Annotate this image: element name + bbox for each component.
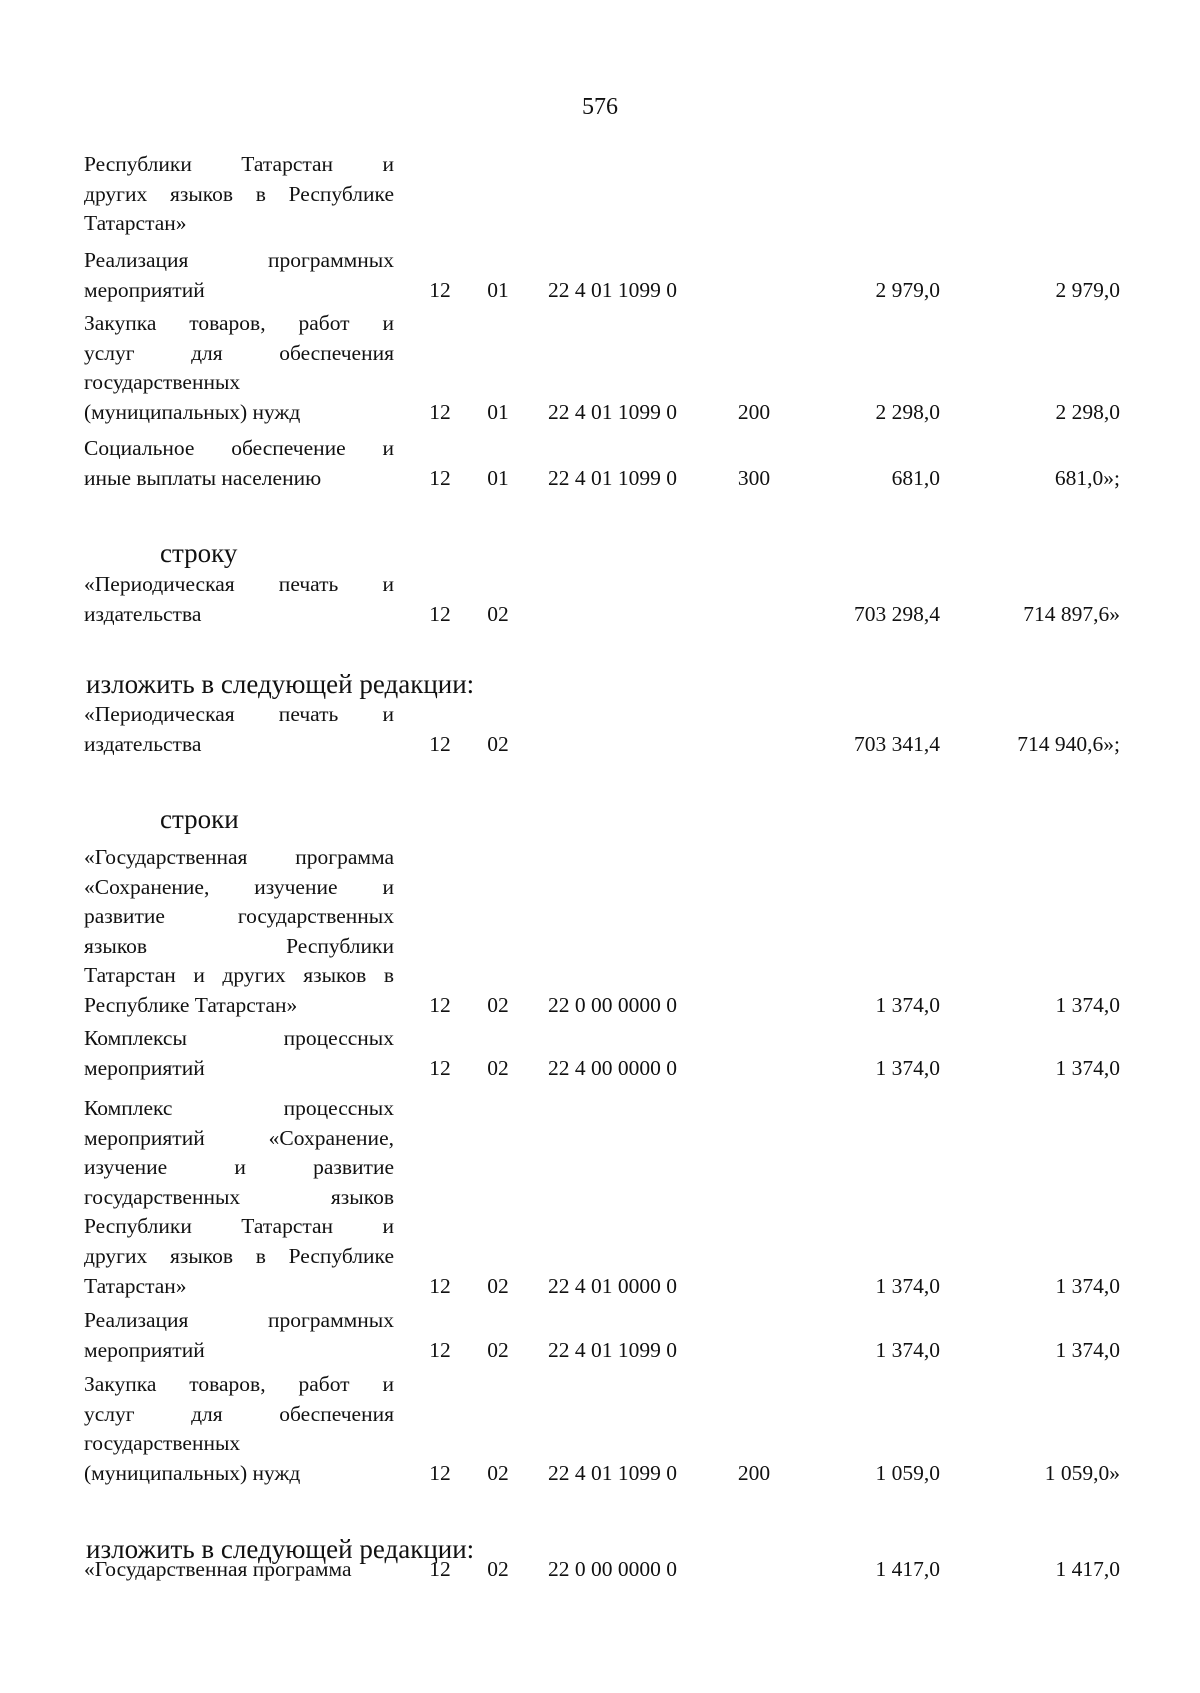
row-name — [84, 1094, 394, 1301]
row-name-line: издательства — [84, 601, 202, 626]
amount-year-2: 1 374,0 — [1055, 993, 1120, 1017]
expense-type-code: 200 — [737, 399, 771, 424]
amount-year-1: 1 374,0 — [875, 1273, 940, 1298]
row-name-line: (муниципальных) нужд — [84, 399, 301, 424]
row-name-line: Комплекс процессных — [84, 1096, 394, 1120]
row-name-line: Закупка товаров, работ и — [84, 1372, 394, 1396]
subsection-code: 02 — [487, 1055, 509, 1080]
row-name — [84, 309, 394, 427]
subsection-code: 01 — [487, 399, 509, 424]
row-name-line: Социальное обеспечение и — [84, 436, 394, 460]
row-name-line: мероприятий «Сохранение, — [84, 1125, 394, 1150]
row-name-line: Республики Татарстан и — [84, 152, 394, 176]
amount-year-1: 703 341,4 — [854, 731, 940, 756]
row-name-line: других языков в Республике — [84, 181, 394, 206]
target-article-code: 22 0 00 0000 0 — [548, 993, 677, 1017]
row-name — [84, 1024, 394, 1083]
amount-year-2: 714 897,6» — [1023, 601, 1120, 626]
row-name — [84, 246, 394, 305]
row-name-line: «Периодическая печать и — [84, 702, 394, 726]
row-name — [84, 1370, 394, 1488]
row-name-line: (муниципальных) нужд — [84, 1460, 301, 1485]
row-name-line: издательства — [84, 731, 202, 756]
subsection-code: 02 — [487, 731, 509, 756]
amount-year-2: 1 374,0 — [1055, 1055, 1120, 1080]
target-article-code: 22 4 00 0000 0 — [548, 1055, 677, 1080]
row-name — [84, 1555, 394, 1585]
row-name-line: Республике Татарстан» — [84, 992, 298, 1017]
section-code: 12 — [429, 465, 451, 490]
page-number: 576 — [582, 94, 618, 120]
row-name-line: развитие государственных — [84, 904, 394, 929]
amount-year-2: 2 298,0 — [1055, 399, 1120, 424]
row-name — [84, 1306, 394, 1365]
subsection-code: 02 — [487, 1557, 509, 1581]
amount-year-1: 2 298,0 — [875, 399, 940, 424]
section-word-stroki: строки — [160, 804, 239, 834]
amount-year-2: 714 940,6»; — [1017, 731, 1120, 756]
row-name-line: мероприятий — [84, 1337, 205, 1362]
row-name-line: Закупка товаров, работ и — [84, 311, 394, 335]
row-name-line: мероприятий — [84, 277, 205, 302]
section-code: 12 — [429, 993, 451, 1017]
row-name-line: государственных языков — [84, 1184, 394, 1209]
target-article-code: 22 4 01 1099 0 — [548, 1337, 677, 1362]
amount-year-2: 1 374,0 — [1055, 1337, 1120, 1362]
expense-type-code: 300 — [737, 465, 771, 490]
section-word-stroku: строку — [160, 538, 238, 568]
subsection-code: 02 — [487, 993, 509, 1017]
expense-type-code: 200 — [737, 1460, 771, 1485]
section-code: 12 — [429, 601, 451, 626]
amount-year-1: 1 374,0 — [875, 1055, 940, 1080]
section-code: 12 — [429, 1557, 451, 1581]
amount-year-1: 1 374,0 — [875, 993, 940, 1017]
row-name-line: Татарстан и других языков в — [84, 963, 394, 988]
target-article-code: 22 4 01 1099 0 — [548, 399, 677, 424]
row-name-line: мероприятий — [84, 1055, 205, 1080]
section-code: 12 — [429, 731, 451, 756]
subsection-code: 02 — [487, 601, 509, 626]
row-name-line: Реализация программных — [84, 248, 394, 272]
target-article-code: 22 4 01 1099 0 — [548, 1460, 677, 1485]
subsection-code: 01 — [487, 465, 509, 490]
section-code: 12 — [429, 1273, 451, 1298]
row-name-line: «Периодическая печать и — [84, 572, 394, 596]
row-name-line: Республики Татарстан и — [84, 1214, 394, 1239]
row-name-line: Комплексы процессных — [84, 1026, 394, 1050]
row-name — [84, 843, 394, 1021]
row-name-line: языков Республики — [84, 933, 394, 958]
row-name-line: «Сохранение, изучение и — [84, 874, 394, 899]
subsection-code: 02 — [487, 1460, 509, 1485]
row-name-line: иные выплаты населению — [84, 465, 322, 490]
row-name — [84, 570, 394, 629]
row-name-line: Татарстан» — [84, 211, 187, 236]
target-article-code: 22 4 01 1099 0 — [548, 465, 677, 490]
row-name-line: Татарстан» — [84, 1273, 187, 1298]
row-name — [84, 434, 394, 493]
section-code: 12 — [429, 1460, 451, 1485]
amount-year-2: 1 417,0 — [1055, 1557, 1120, 1581]
amount-year-1: 703 298,4 — [854, 601, 940, 626]
row-name-line: услуг для обеспечения — [84, 1401, 394, 1426]
section-code: 12 — [429, 399, 451, 424]
amount-year-1: 1 059,0 — [875, 1460, 940, 1485]
row-name — [84, 150, 394, 239]
row-name-line: «Государственная программа — [84, 1557, 352, 1581]
target-article-code: 22 4 01 0000 0 — [548, 1273, 677, 1298]
target-article-code: 22 0 00 0000 0 — [548, 1557, 677, 1581]
row-name-line: услуг для обеспечения — [84, 340, 394, 365]
section-word-izlozhit-2: изложить в следующей редакции: — [86, 1534, 475, 1564]
amount-year-1: 1 417,0 — [875, 1557, 940, 1581]
amount-year-2: 1 059,0» — [1044, 1460, 1120, 1485]
row-name-line: «Государственная программа — [84, 845, 394, 869]
row-name-line: государственных — [84, 370, 241, 395]
amount-year-2: 1 374,0 — [1055, 1273, 1120, 1298]
row-name-line: изучение и развитие — [84, 1155, 394, 1180]
row-name-line: государственных — [84, 1431, 241, 1456]
subsection-code: 01 — [487, 277, 509, 302]
row-name-line: Реализация программных — [84, 1308, 394, 1332]
row-name — [84, 700, 394, 759]
row-name-line: других языков в Республике — [84, 1243, 394, 1268]
section-code: 12 — [429, 1055, 451, 1080]
subsection-code: 02 — [487, 1273, 509, 1298]
target-article-code: 22 4 01 1099 0 — [548, 277, 677, 302]
amount-year-1: 2 979,0 — [875, 277, 940, 302]
amount-year-1: 681,0 — [891, 465, 940, 490]
subsection-code: 02 — [487, 1337, 509, 1362]
amount-year-2: 2 979,0 — [1055, 277, 1120, 302]
amount-year-2: 681,0»; — [1054, 465, 1120, 490]
section-code: 12 — [429, 277, 451, 302]
section-code: 12 — [429, 1337, 451, 1362]
amount-year-1: 1 374,0 — [875, 1337, 940, 1362]
section-word-izlozhit-1: изложить в следующей редакции: — [86, 669, 475, 699]
